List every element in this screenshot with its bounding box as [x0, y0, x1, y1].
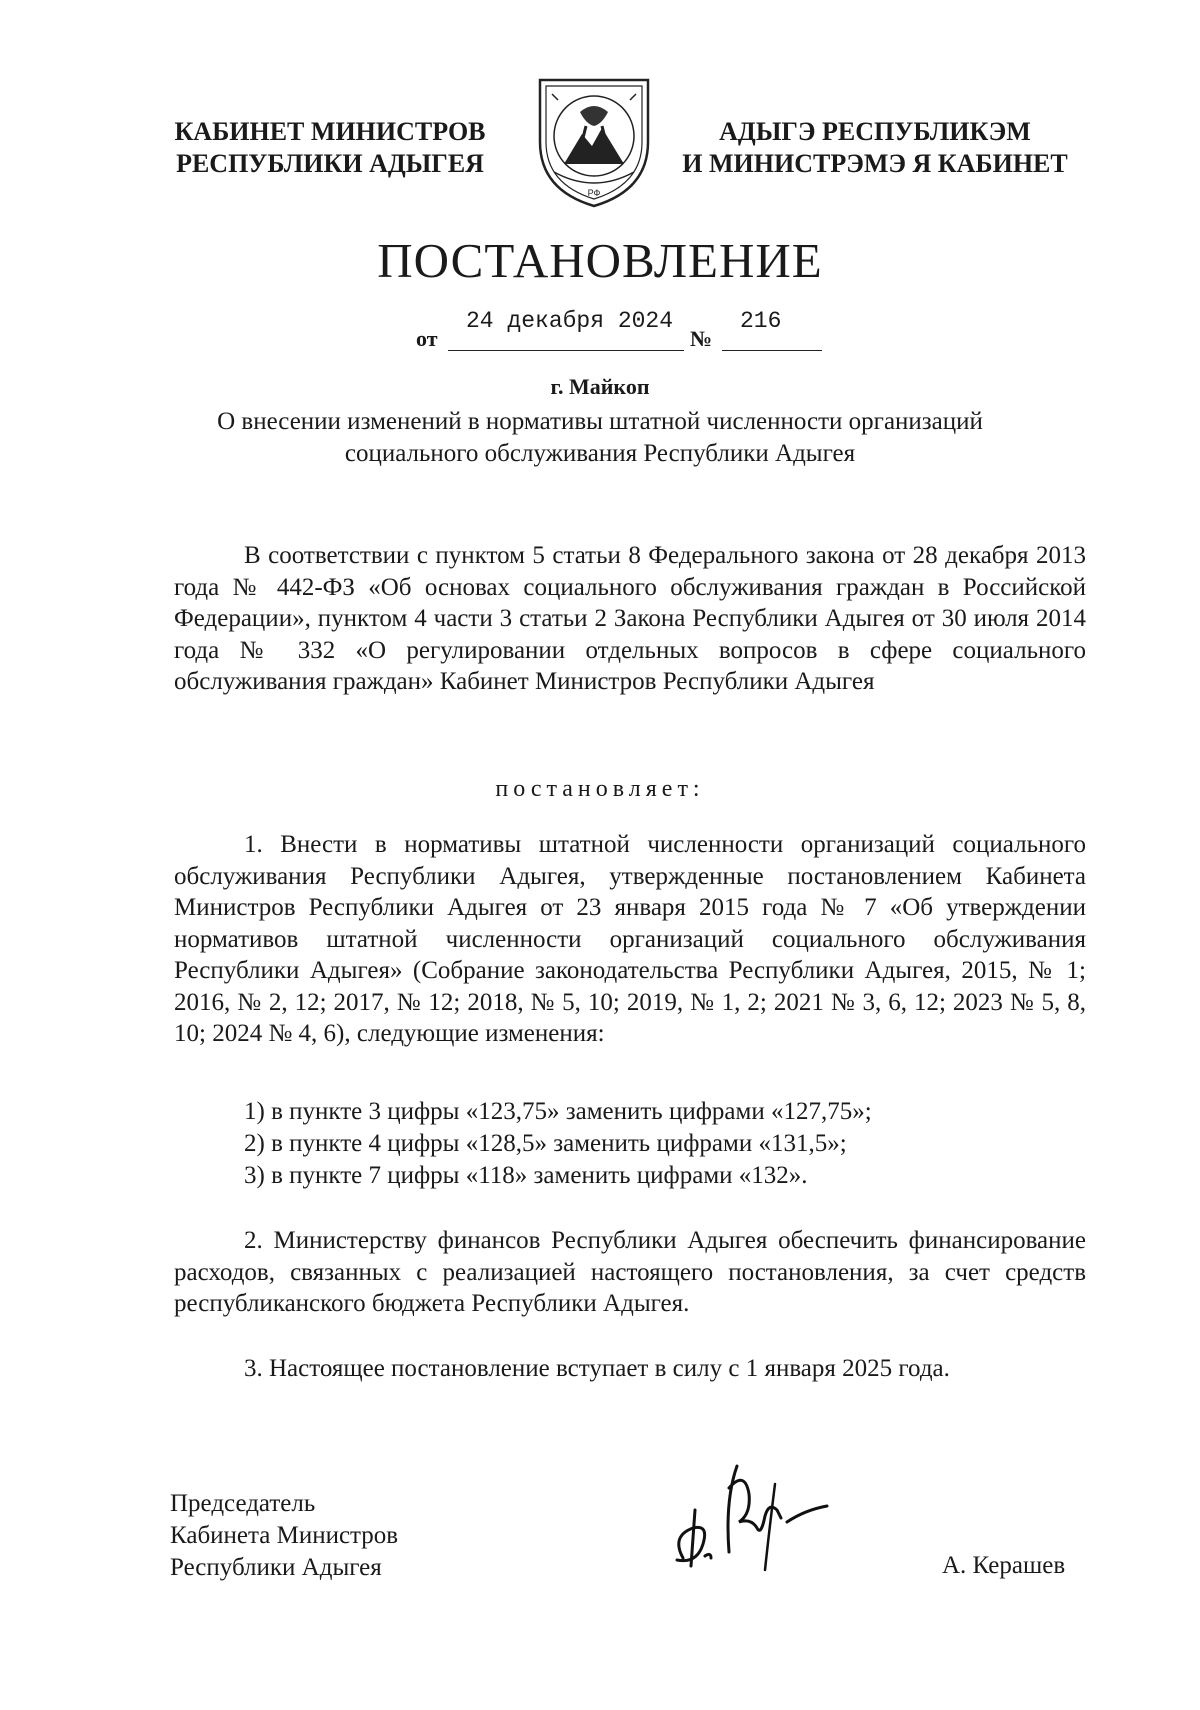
document-title: ПОСТАНОВЛЕНИЕ — [377, 233, 823, 288]
number-prefix: № — [690, 326, 713, 351]
date-underline — [448, 350, 684, 351]
item-2: 2. Министерству финансов Республики Адыгея обеспечить финансирование расходов, связанных с реализацией настоящего постановления, за счет средств республиканского бюджета Республики Адыгея. — [174, 1227, 1086, 1317]
document-date: 24 декабря 2024 — [466, 308, 674, 334]
document-number: 216 — [740, 308, 782, 334]
subitem: 3) в пункте 7 цифры «118» заменить цифрами «132». — [244, 1162, 808, 1189]
subitem: 2) в пункте 4 цифры «128,5» заменить цифрами «131,5»; — [244, 1130, 847, 1157]
preamble: В соответствии с пунктом 5 статьи 8 Федерального закона от 28 декабря 2013 года № 442-ФЗ «Об основах социального обслуживания граждан в Российской Федерации», пунктом 4 части 3 статьи 2 Закона Республики Адыгея от 30 июля 2014 года № 332 «О регулировании отдельных вопросов в сфере социального обслуживания граждан» Кабинет Министров Республики Адыгея — [174, 542, 1086, 695]
document-subject — [150, 406, 1050, 470]
city: г. Майкоп — [550, 374, 650, 399]
signer-name: А. Керашев — [942, 1552, 1066, 1579]
subject-line: О внесении изменений в нормативы штатной численности организаций — [217, 408, 983, 435]
issuer-name-russian — [170, 116, 490, 180]
issuer-line: КАБИНЕТ МИНИСТРОВ — [174, 117, 486, 146]
svg-text:РФ: РФ — [587, 188, 601, 198]
signer-line: Кабинета Министров — [170, 1522, 399, 1549]
item-3: 3. Настоящее постановление вступает в силу с 1 января 2025 года. — [244, 1355, 950, 1382]
subject-line: социального обслуживания Республики Адыгея — [344, 440, 856, 467]
handwritten-signature — [665, 1440, 835, 1585]
coat-of-arms-icon — [530, 72, 658, 212]
reference-row — [0, 300, 1200, 350]
subitem: 1) в пункте 3 цифры «123,75» заменить цифрами «127,75»; — [244, 1098, 872, 1125]
number-underline — [722, 350, 822, 351]
issuer-name-adyghe — [675, 116, 1075, 180]
signer-title — [170, 1488, 398, 1584]
date-prefix: от — [416, 326, 438, 351]
decree-word: постановляет: — [495, 776, 705, 802]
issuer-line: И МИНИСТРЭМЭ Я КАБИНЕТ — [682, 149, 1068, 178]
signer-line: Председатель — [170, 1490, 316, 1517]
signer-line: Республики Адыгея — [170, 1554, 382, 1581]
issuer-line: РЕСПУБЛИКИ АДЫГЕЯ — [176, 149, 484, 178]
item-1: 1. Внести в нормативы штатной численности организаций социального обслуживания Республики Адыгея, утвержденные постановлением Кабинета Министров Республики Адыгея от 23 января 2015 года № 7 «Об утверждении нормативов штатной численности организаций социального обслуживания Республики Адыгея» (Собрание законодательства Республики Адыгея, 2015, № 1; 2016, № 2, 12; 2017, № 12; 2018, № 5, 10; 2019, № 1, 2; 2021 № 3, 6, 12; 2023 № 5, 8, 10; 2024 № 4, 6), следующие изменения: — [174, 831, 1086, 1047]
issuer-line: АДЫГЭ РЕСПУБЛИКЭМ — [719, 117, 1031, 146]
